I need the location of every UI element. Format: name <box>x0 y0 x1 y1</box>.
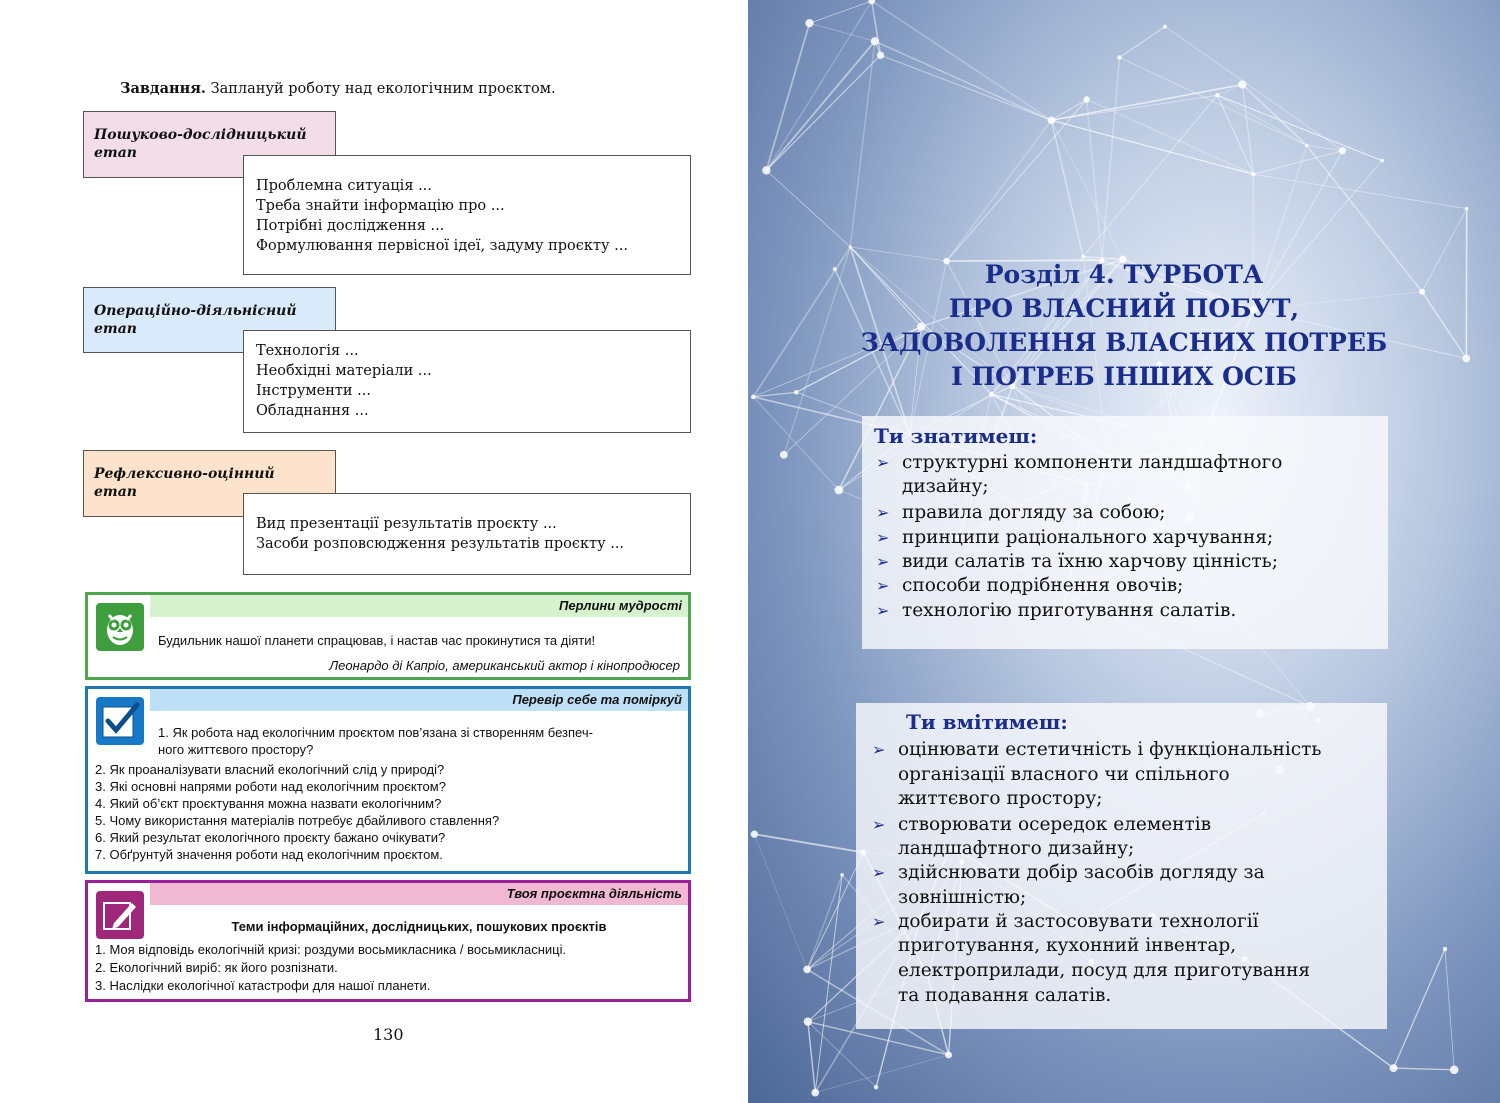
question-item: 5. Чому використання матеріалів потребує дбайливого ставлення? <box>95 813 500 828</box>
will-know-title: Ти знатимеш: <box>874 424 1038 448</box>
network-node <box>871 37 879 45</box>
network-node <box>1305 144 1309 148</box>
will-be-able-item: електроприлади, посуд для приготування <box>898 960 1311 981</box>
arrow-bullet-icon: ➢ <box>876 601 890 620</box>
network-node <box>780 451 788 459</box>
self-check-box <box>85 686 691 874</box>
chapter-title-line: ЗАДОВОЛЕННЯ ВЛАСНИХ ПОТРЕБ <box>860 328 1388 357</box>
wisdom-title: Перлини мудрості <box>150 595 688 617</box>
stage-label-line: Пошуково-дослідницький <box>94 127 307 143</box>
network-line <box>1445 949 1454 1070</box>
network-line <box>872 1 881 55</box>
network-line <box>875 41 1052 120</box>
network-line <box>1253 174 1466 208</box>
network-line <box>766 170 850 247</box>
arrow-bullet-icon: ➢ <box>872 740 886 759</box>
project-activity-box <box>85 880 691 1002</box>
chapter-title <box>748 258 1500 394</box>
will-know-item: ➢ структурні компоненти ландшафтного <box>876 452 1283 473</box>
network-node <box>1117 55 1121 59</box>
arrow-bullet-icon: ➢ <box>876 576 890 595</box>
will-be-able-title: Ти вмітимеш: <box>906 710 1068 734</box>
stage-item: Треба знайти інформацію про ... <box>256 198 505 214</box>
wisdom-box <box>85 592 691 680</box>
network-node <box>1465 207 1469 211</box>
will-be-able-item: зовнішністю; <box>898 887 1027 908</box>
will-know-item: ➢ види салатів та їхню харчову цінність; <box>876 551 1278 572</box>
pencil-icon <box>96 891 144 939</box>
project-activity-title: Твоя проєктна діяльність <box>150 883 688 905</box>
task-label: Завдання. <box>120 80 206 97</box>
stage-item: Формулювання первісної ідеї, задуму проєкту ... <box>256 238 628 254</box>
network-node <box>1238 80 1246 88</box>
checkmark-icon <box>96 697 144 745</box>
network-line <box>850 41 875 247</box>
stage-item: Інструменти ... <box>256 383 371 399</box>
network-node <box>1163 25 1167 29</box>
network-line <box>1087 99 1102 260</box>
network-node <box>1450 1065 1459 1074</box>
question-item: ного життєвого простору? <box>158 742 314 757</box>
stage-label-line: етап <box>94 145 137 161</box>
network-line <box>815 875 842 1093</box>
stage-item: Вид презентації результатів проєкту ... <box>256 516 557 532</box>
network-node <box>751 395 756 400</box>
network-line <box>1051 120 1083 256</box>
question-item: 4. Який об’єкт проєктування можна назвати екологічним? <box>95 796 442 811</box>
network-line <box>947 120 1052 261</box>
stage-item: Обладнання ... <box>256 403 369 419</box>
project-topics-subtitle: Теми інформаційних, дослідницьких, пошукових проєктів <box>231 919 607 934</box>
will-know-item: ➢ технологію приготування салатів. <box>876 600 1237 621</box>
will-be-able-item: організації власного чи спільного <box>898 764 1230 785</box>
project-topic-item: 3. Наслідки екологічної катастрофи для нашої планети. <box>95 978 431 993</box>
chapter-title-line: ПРО ВЛАСНИЙ ПОБУТ, <box>948 294 1300 323</box>
stage-box-reflective <box>243 493 691 575</box>
network-line <box>766 41 874 170</box>
will-be-able-item: ландшафтного дизайну; <box>898 838 1135 859</box>
arrow-bullet-icon: ➢ <box>876 552 890 571</box>
will-be-able-item: ➢ оцінювати естетичність і функціональність <box>872 739 1322 760</box>
task-text: Заплануй роботу над екологічним проєктом. <box>205 81 556 97</box>
network-line <box>754 834 807 969</box>
network-node <box>1048 116 1056 124</box>
question-item: 7. Обґрунтуй значення роботи над екологічним проєктом. <box>95 847 443 862</box>
network-line <box>1051 84 1242 120</box>
will-know-item: ➢ способи подрібнення овочів; <box>876 575 1184 596</box>
network-line <box>766 1 871 170</box>
stage-item: Проблемна ситуація ... <box>256 178 432 194</box>
network-node <box>803 966 811 974</box>
project-topic-item: 2. Екологічний виріб: як його розпізнати. <box>95 960 338 975</box>
network-node <box>1251 172 1256 177</box>
stage-label-line: етап <box>94 484 137 500</box>
network-line <box>1051 95 1217 120</box>
wisdom-quote: Будильник нашої планети спрацював, і настав час прокинутися та діяти! <box>158 633 596 648</box>
arrow-bullet-icon: ➢ <box>876 528 890 547</box>
network-line <box>754 834 863 852</box>
wisdom-author: Леонардо ді Капріо, американський актор і кінопродюсер <box>329 658 680 673</box>
stage-item: Засоби розповсюдження результатів проєкту ... <box>256 536 625 552</box>
network-line <box>1217 95 1382 160</box>
network-node <box>834 486 843 495</box>
left-page <box>0 0 748 1103</box>
will-know-item: ➢ правила догляду за собою; <box>876 502 1166 523</box>
network-line <box>808 1022 876 1087</box>
network-node <box>811 1089 819 1097</box>
network-node <box>805 19 813 27</box>
chapter-title-line: І ПОТРЕБ ІНШИХ ОСІБ <box>951 362 1297 391</box>
stage-item: Необхідні матеріали ... <box>256 363 432 379</box>
will-be-able-panel <box>856 703 1387 1029</box>
question-item: 1. Як робота над екологічним проєктом пов’язана зі створенням безпеч- <box>158 725 593 740</box>
arrow-bullet-icon: ➢ <box>872 863 886 882</box>
will-be-able-item: та подавання салатів. <box>898 985 1112 1006</box>
network-line <box>808 1022 815 1093</box>
page-number: 130 <box>373 1025 404 1044</box>
stage-item: Потрібні дослідження ... <box>256 218 445 234</box>
network-node <box>945 1051 952 1058</box>
network-line <box>1119 27 1165 58</box>
network-node <box>762 166 770 174</box>
network-node <box>804 1017 812 1025</box>
will-know-item: дизайну; <box>902 476 989 497</box>
question-item: 6. Який результат екологічного проєкту бажано очікувати? <box>95 830 446 845</box>
arrow-bullet-icon: ➢ <box>876 453 890 472</box>
network-line <box>810 1 872 23</box>
network-line <box>1083 95 1217 256</box>
network-node <box>1083 96 1089 102</box>
will-be-able-item: життєвого простору; <box>898 788 1103 809</box>
question-item: 2. Як проаналізувати власний екологічний слід у природі? <box>95 762 445 777</box>
task-instruction <box>120 80 556 97</box>
network-line <box>810 23 875 41</box>
network-line <box>1393 1068 1454 1070</box>
network-node <box>1339 147 1346 154</box>
stage-box-operational <box>243 330 691 433</box>
arrow-bullet-icon: ➢ <box>872 815 886 834</box>
network-line <box>1242 84 1253 174</box>
stage-label-line: Операційно-діяльнісний <box>94 303 297 319</box>
network-node <box>874 1085 878 1089</box>
network-node <box>840 873 844 877</box>
will-be-able-item: ➢ добирати й застосовувати технології <box>872 911 1259 932</box>
question-item: 3. Які основні напрями роботи над екологічним проєктом? <box>95 779 446 794</box>
network-line <box>1393 949 1444 1068</box>
network-line <box>1307 145 1343 150</box>
will-be-able-item: ➢ створювати осередок елементів <box>872 814 1212 835</box>
will-know-panel <box>862 416 1388 649</box>
network-line <box>1165 27 1342 151</box>
chapter-title-line: Розділ 4. ТУРБОТА <box>984 260 1264 289</box>
arrow-bullet-icon: ➢ <box>872 912 886 931</box>
network-node <box>1389 1064 1397 1072</box>
will-know-item: ➢ принципи раціонального харчування; <box>876 527 1274 548</box>
will-be-able-item: ➢ здійснювати добір засобів догляду за <box>872 862 1265 883</box>
network-node <box>751 830 758 837</box>
right-page <box>748 0 1500 1103</box>
network-node <box>877 52 884 59</box>
network-node <box>849 245 852 248</box>
network-line <box>881 55 1052 120</box>
network-node <box>1215 93 1219 97</box>
network-line <box>872 1 1052 120</box>
arrow-bullet-icon: ➢ <box>876 503 890 522</box>
project-topic-item: 1. Моя відповідь екологічній кризі: роздуми восьмикласника / восьмикласниці. <box>95 942 567 957</box>
stage-label-line: Рефлексивно-оцінний <box>94 466 275 482</box>
network-node <box>1380 159 1384 163</box>
stage-box-search-research <box>243 155 691 275</box>
will-be-able-item: приготування, кухонний інвентар, <box>898 935 1237 956</box>
network-line <box>1119 57 1306 145</box>
stage-item: Технологія ... <box>256 343 359 359</box>
network-line <box>1102 57 1120 260</box>
owl-icon <box>96 603 144 651</box>
self-check-title: Перевір себе та поміркуй <box>150 689 688 711</box>
network-node <box>1443 947 1447 951</box>
stage-label-line: етап <box>94 321 137 337</box>
